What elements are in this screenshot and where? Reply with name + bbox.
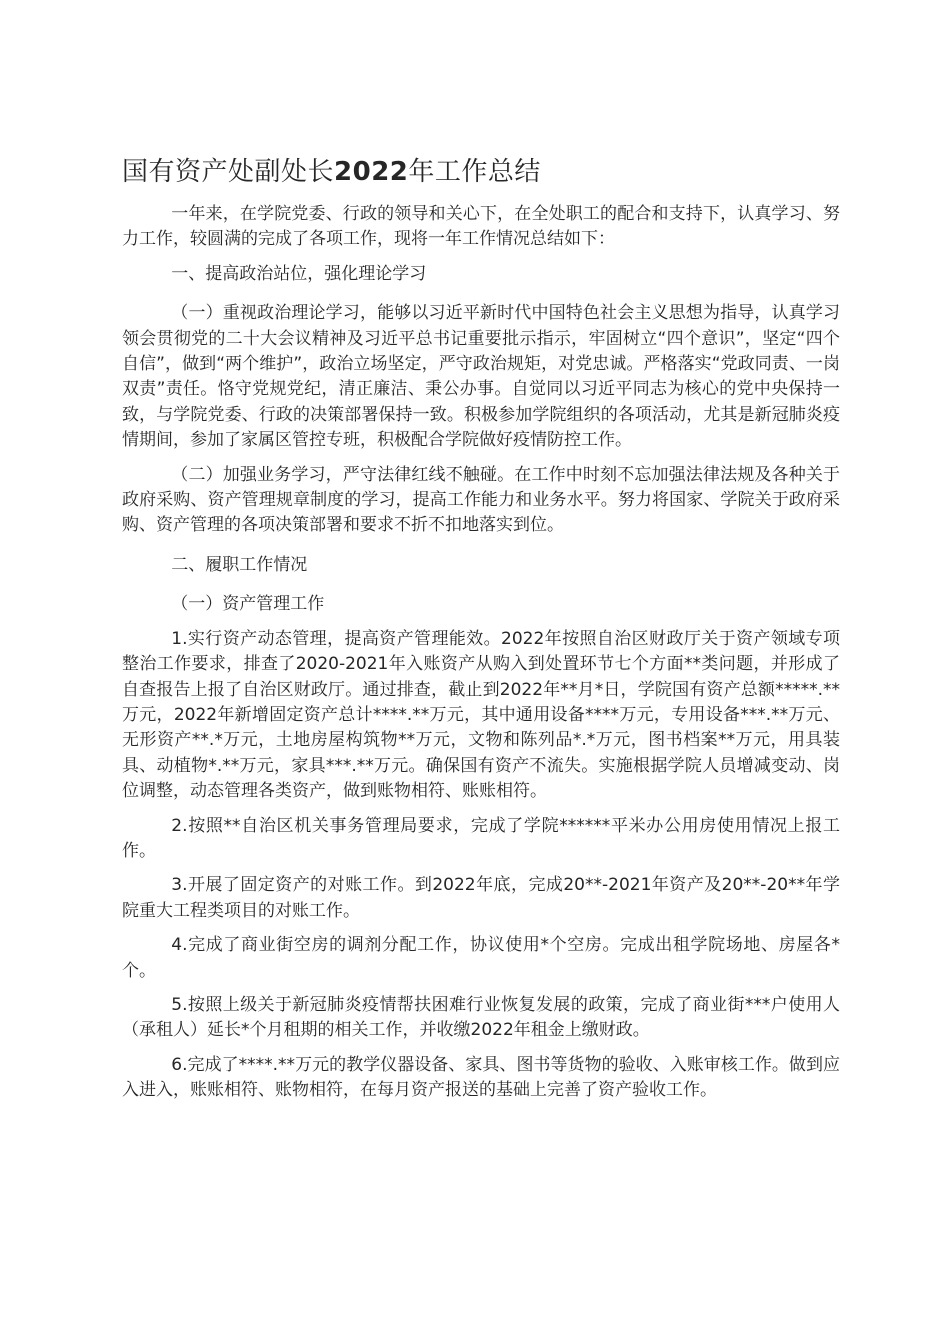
title-suffix: 年工作总结 <box>408 157 541 187</box>
list-item: 1.实行资产动态管理，提高资产管理能效。2022年按照自治区财政厅关于资产领域专项整治工作要求，排查了2020-2021年入账资产从购入到处置环节七个方面**类问题，并形成了自查报告上报了自治区财政厅。通过排查，截止到2022年**月*日，学院国有资产总额*****.**万元，2022年新增固定资产总计****.**万元，其中通用设备****万元，专用设备***.**万元、无形资产**.*万元，土地房屋构筑物**万元，文物和陈列品*.*万元，图书档案**万元，用具装具、动植物*.**万元，家具***.**万元。确保国有资产不流失。实施根据学院人员增减变动、岗位调整，动态管理各类资产，做到账物相符、账账相符。 <box>122 628 840 802</box>
title-year: 2022 <box>334 157 409 187</box>
section-heading-politics: 一、提高政治站位，强化理论学习 <box>171 263 427 284</box>
paragraph-business-study: （二）加强业务学习，严守法律红线不触碰。在工作中时刻不忘加强法律法规及各种关于政府采购、资产管理规章制度的学习，提高工作能力和业务水平。努力将国家、学院关于政府采购、资产管理的各项决策部署和要求不折不扣地落实到位。 <box>122 464 840 536</box>
paragraph-political-study: （一）重视政治理论学习，能够以习近平新时代中国特色社会主义思想为指导，认真学习领会贯彻党的二十大会议精神及习近平总书记重要批示指示，牢固树立“四个意识”，坚定“四个自信”，做到“两个维护”，政治立场坚定，严守政治规矩，对党忠诚。严格落实“党政同责、一岗双责”责任。恪守党规党纪，清正廉洁、秉公办事。自觉同以习近平同志为核心的党中央保持一致，与学院党委、行政的决策部署保持一致。积极参加学院组织的各项活动，尤其是新冠肺炎疫情期间，参加了家属区管控专班，积极配合学院做好疫情防控工作。 <box>122 303 840 451</box>
list-item: 5.按照上级关于新冠肺炎疫情帮扶困难行业恢复发展的政策，完成了商业街***户使用人（承租人）延长*个月租期的相关工作，并收缴2022年租金上缴财政。 <box>122 994 840 1041</box>
list-item: 3.开展了固定资产的对账工作。到2022年底，完成20**-2021年资产及20**-20**年学院重大工程类项目的对账工作。 <box>122 875 840 921</box>
document-body <box>122 150 840 1113</box>
title-prefix: 国有资产处副处长 <box>122 157 335 187</box>
subsection-heading-asset-management: （一）资产管理工作 <box>171 594 325 615</box>
document-title <box>122 150 840 194</box>
list-item: 6.完成了****.**万元的教学仪器设备、家具、图书等货物的验收、入账审核工作。做到应入进入，账账相符、账物相符，在每月资产报送的基础上完善了资产验收工作。 <box>122 1054 840 1101</box>
intro-paragraph: 一年来，在学院党委、行政的领导和关心下，在全处职工的配合和支持下，认真学习、努力工作，较圆满的完成了各项工作，现将一年工作情况总结如下： <box>122 204 840 250</box>
list-item: 4.完成了商业街空房的调剂分配工作，协议使用*个空房。完成出租学院场地、房屋各*个。 <box>122 935 840 981</box>
list-item: 2.按照**自治区机关事务管理局要求，完成了学院******平米办公用房使用情况上报工作。 <box>122 815 840 861</box>
section-heading-duties: 二、履职工作情况 <box>171 554 308 575</box>
